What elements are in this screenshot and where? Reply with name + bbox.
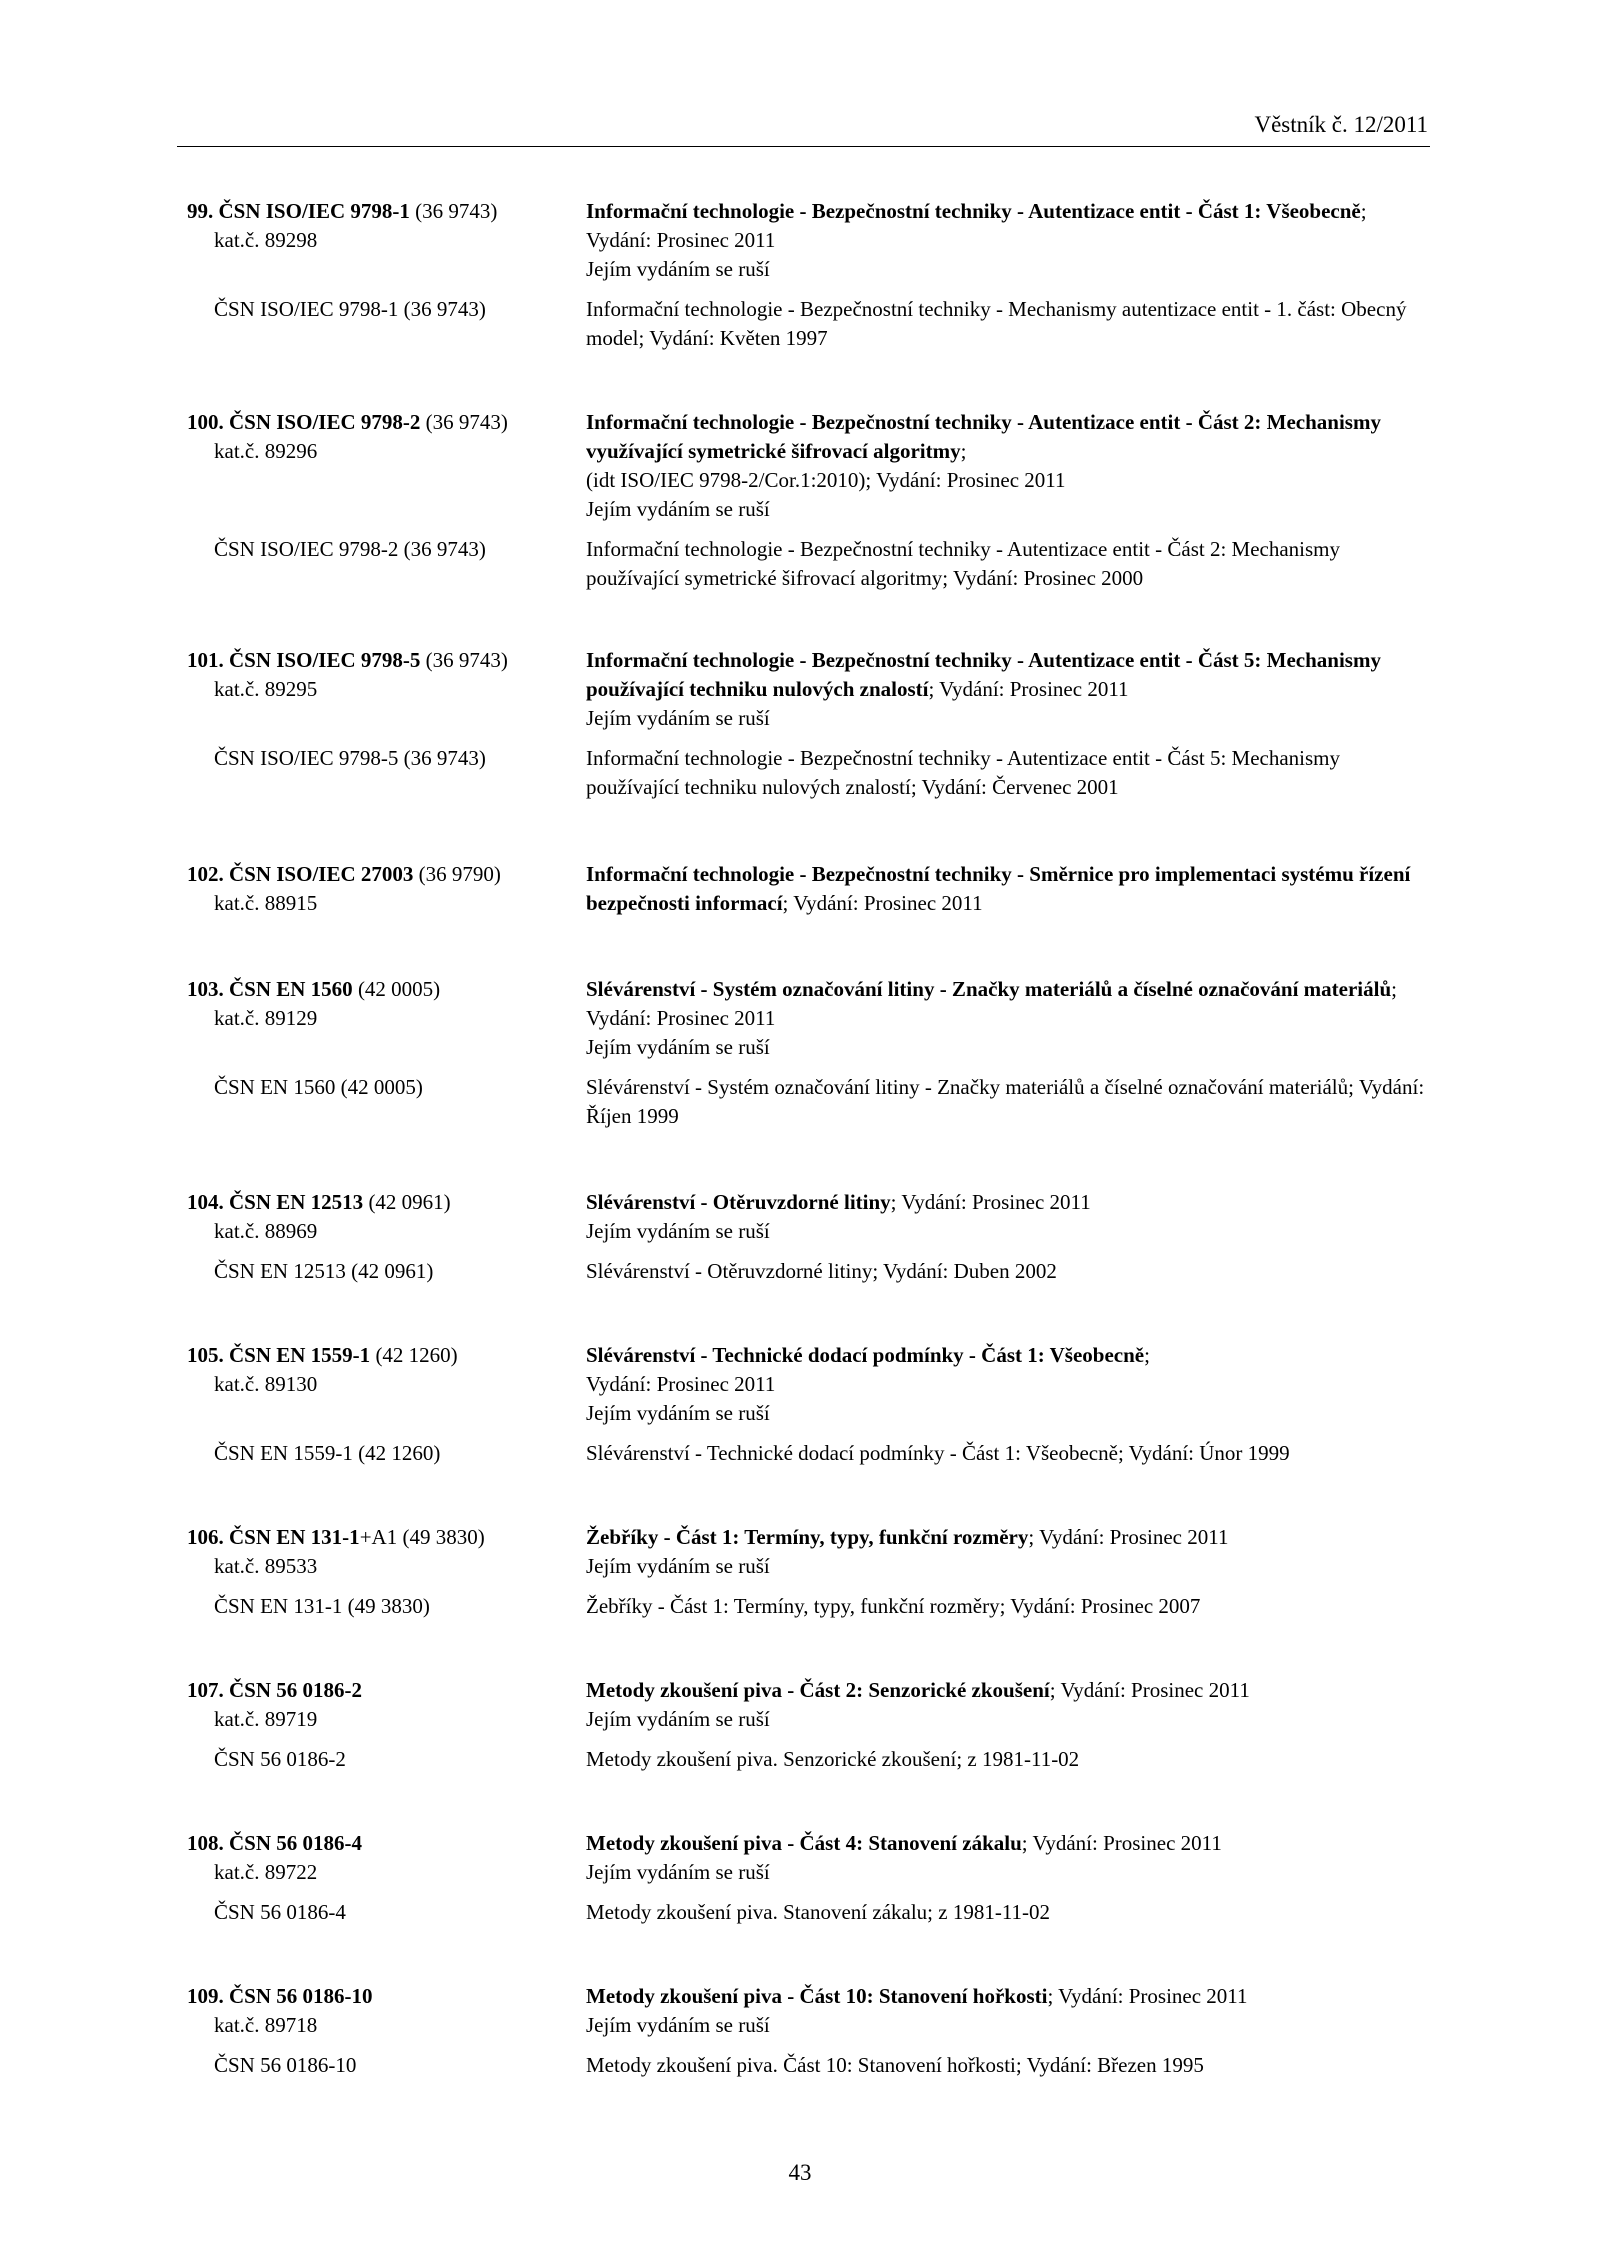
entry-102 (187, 860, 1427, 918)
standard-code: ČSN EN 12513 (229, 1190, 364, 1214)
issue-detail-line: Vydání: Prosinec 2011 (586, 1372, 776, 1396)
entry-number: 109. (187, 1984, 224, 2008)
standard-title: Informační technologie - Bezpečnostní techniky - Autentizace entit - Část 1: Všeobecně (586, 199, 1361, 223)
cancelled-standard-code: ČSN ISO/IEC 9798-1 (36 9743) (214, 297, 486, 321)
cancelled-standard-code: ČSN 56 0186-4 (214, 1900, 346, 1924)
entry-number: 108. (187, 1831, 224, 1855)
entry-99 (187, 197, 1427, 353)
catalog-number: kat.č. 89296 (214, 439, 318, 463)
cancelled-standard-text: Metody zkoušení piva. Stanovení zákalu; z 1981-11-02 (586, 1900, 1051, 1924)
cancelled-standard-text: Informační technologie - Bezpečnostní techniky - Autentizace entit - Část 2: Mechanismy používající symetrické šifrovací algoritmy; Vydání: Prosinec 2000 (586, 537, 1341, 590)
issue-detail: ; Vydání: Prosinec 2011 (1049, 1678, 1250, 1702)
standard-title: Informační technologie - Bezpečnostní techniky - Autentizace entit - Část 2: Mechanismy využívající symetrické šifrovací algoritmy (586, 410, 1381, 463)
standard-code: ČSN ISO/IEC 9798-1 (218, 199, 410, 223)
standard-title: Slévárenství - Otěruvzdorné litiny (586, 1190, 891, 1214)
standard-code: ČSN ISO/IEC 9798-2 (229, 410, 421, 434)
page-number: 43 (788, 2160, 812, 2185)
cancelled-standard-code: ČSN 56 0186-10 (214, 2053, 357, 2077)
cancelled-standard-text: Informační technologie - Bezpečnostní techniky - Mechanismy autentizace entit - 1. část: Obecný model; Vydání: Květen 1997 (586, 297, 1407, 350)
standard-title: Metody zkoušení piva - Část 10: Stanovení hořkosti (586, 1984, 1048, 2008)
standard-title: Metody zkoušení piva - Část 2: Senzorické zkoušení (586, 1678, 1050, 1702)
standard-title: Metody zkoušení piva - Část 4: Stanovení zákalu (586, 1831, 1022, 1855)
cancelled-standard-code: ČSN ISO/IEC 9798-5 (36 9743) (214, 746, 486, 770)
issue-detail: ; (1144, 1343, 1150, 1367)
entry-105 (187, 1341, 1427, 1468)
cancelled-standard-code: ČSN EN 131-1 (49 3830) (214, 1594, 430, 1618)
issue-detail: ; Vydání: Prosinec 2011 (782, 891, 983, 915)
catalog-number: kat.č. 88915 (214, 891, 318, 915)
standard-code: ČSN EN 1559-1 (229, 1343, 371, 1367)
standard-code: ČSN 56 0186-2 (229, 1678, 363, 1702)
standard-code-suffix: +A1 (49 3830) (359, 1525, 485, 1549)
standard-code: ČSN ISO/IEC 9798-5 (229, 648, 421, 672)
standard-code: ČSN 56 0186-4 (229, 1831, 363, 1855)
entry-number: 100. (187, 410, 224, 434)
cancelled-standard-text: Slévárenství - Technické dodací podmínky - Část 1: Všeobecně; Vydání: Únor 1999 (586, 1441, 1290, 1465)
standard-code: ČSN EN 1560 (229, 977, 353, 1001)
standard-code-suffix: (42 0005) (352, 977, 441, 1001)
standard-code-suffix: (36 9790) (413, 862, 501, 886)
standard-code-suffix: (42 0961) (363, 1190, 451, 1214)
entry-101 (187, 646, 1427, 802)
entry-109 (187, 1982, 1427, 2080)
entry-number: 104. (187, 1190, 224, 1214)
issue-detail: ; Vydání: Prosinec 2011 (1021, 1831, 1222, 1855)
cancellation-note: Jejím vydáním se ruší (586, 2013, 770, 2037)
cancelled-standard-code: ČSN 56 0186-2 (214, 1747, 346, 1771)
entry-107 (187, 1676, 1427, 1774)
entry-108 (187, 1829, 1427, 1927)
journal-issue: Věstník č. 12/2011 (1254, 112, 1428, 137)
cancelled-standard-code: ČSN EN 1559-1 (42 1260) (214, 1441, 441, 1465)
cancelled-standard-text: Slévárenství - Otěruvzdorné litiny; Vydání: Duben 2002 (586, 1259, 1057, 1283)
cancellation-note: Jejím vydáním se ruší (586, 1554, 770, 1578)
entry-106 (187, 1523, 1427, 1621)
cancellation-note: Jejím vydáním se ruší (586, 497, 770, 521)
cancelled-standard-code: ČSN ISO/IEC 9798-2 (36 9743) (214, 537, 486, 561)
catalog-number: kat.č. 89719 (214, 1707, 318, 1731)
cancelled-standard-text: Metody zkoušení piva. Část 10: Stanovení hořkosti; Vydání: Březen 1995 (586, 2053, 1204, 2077)
entry-number: 106. (187, 1525, 224, 1549)
issue-detail: ; Vydání: Prosinec 2011 (890, 1190, 1091, 1214)
standard-code-suffix: (36 9743) (409, 199, 498, 223)
cancellation-note: Jejím vydáním se ruší (586, 1035, 770, 1059)
catalog-number: kat.č. 89718 (214, 2013, 318, 2037)
catalog-number: kat.č. 89295 (214, 677, 318, 701)
cancelled-standard-text: Slévárenství - Systém označování litiny - Značky materiálů a číselné označování materiálů; Vydání: Říjen 1999 (586, 1075, 1425, 1128)
standard-code-suffix: (36 9743) (420, 410, 508, 434)
cancellation-note: Jejím vydáním se ruší (586, 1401, 770, 1425)
entry-103 (187, 975, 1427, 1131)
entry-number: 103. (187, 977, 224, 1001)
cancellation-note: Jejím vydáním se ruší (586, 257, 770, 281)
cancelled-standard-code: ČSN EN 12513 (42 0961) (214, 1259, 434, 1283)
cancellation-note: Jejím vydáním se ruší (586, 1860, 770, 1884)
catalog-number: kat.č. 89129 (214, 1006, 318, 1030)
cancelled-standard-text: Žebříky - Část 1: Termíny, typy, funkční rozměry; Vydání: Prosinec 2007 (586, 1594, 1201, 1618)
cancelled-standard-text: Informační technologie - Bezpečnostní techniky - Autentizace entit - Část 5: Mechanismy používající techniku nulových znalostí; Vydání: Červenec 2001 (586, 746, 1341, 799)
entry-number: 105. (187, 1343, 224, 1367)
issue-detail: ; Vydání: Prosinec 2011 (586, 199, 1367, 252)
standard-code: ČSN 56 0186-10 (229, 1984, 373, 2008)
issue-detail: ; Vydání: Prosinec 2011 (928, 677, 1129, 701)
catalog-number: kat.č. 89533 (214, 1554, 318, 1578)
entry-number: 102. (187, 862, 224, 886)
catalog-number: kat.č. 88969 (214, 1219, 318, 1243)
cancellation-note: Jejím vydáním se ruší (586, 706, 770, 730)
cancelled-standard-text: Metody zkoušení piva. Senzorické zkoušení; z 1981-11-02 (586, 1747, 1080, 1771)
standard-code: ČSN ISO/IEC 27003 (229, 862, 414, 886)
standard-title: Informační technologie - Bezpečnostní techniky - Směrnice pro implementaci systému řízení bezpečnosti informací (586, 862, 1411, 915)
entry-number: 101. (187, 648, 224, 672)
entry-100 (187, 408, 1427, 593)
entry-number: 107. (187, 1678, 224, 1702)
page-header (177, 108, 1430, 147)
standard-title: Slévárenství - Systém označování litiny - Značky materiálů a číselné označování materiálů (586, 977, 1392, 1001)
issue-detail: ; (960, 439, 967, 463)
entry-104 (187, 1188, 1427, 1286)
issue-detail: ; Vydání: Prosinec 2011 (1028, 1525, 1229, 1549)
standard-title: Žebříky - Část 1: Termíny, typy, funkční rozměry (586, 1525, 1029, 1549)
cancellation-note: Jejím vydáním se ruší (586, 1219, 770, 1243)
cancelled-standard-code: ČSN EN 1560 (42 0005) (214, 1075, 423, 1099)
issue-detail-line: (idt ISO/IEC 9798-2/Cor.1:2010); Vydání: Prosinec 2011 (586, 468, 1066, 492)
catalog-number: kat.č. 89130 (214, 1372, 318, 1396)
issue-detail: ; Vydání: Prosinec 2011 (1047, 1984, 1248, 2008)
standard-title: Informační technologie - Bezpečnostní techniky - Autentizace entit - Část 5: Mechanismy používající techniku nulových znalostí (586, 648, 1381, 701)
standard-code-suffix: (42 1260) (370, 1343, 458, 1367)
issue-detail: ; Vydání: Prosinec 2011 (586, 977, 1397, 1030)
entry-number: 99. (187, 199, 214, 223)
standard-code-suffix: (36 9743) (420, 648, 508, 672)
standard-code: ČSN EN 131-1 (229, 1525, 360, 1549)
catalog-number: kat.č. 89722 (214, 1860, 318, 1884)
catalog-number: kat.č. 89298 (214, 228, 318, 252)
standard-title: Slévárenství - Technické dodací podmínky - Část 1: Všeobecně (586, 1343, 1145, 1367)
cancellation-note: Jejím vydáním se ruší (586, 1707, 770, 1731)
